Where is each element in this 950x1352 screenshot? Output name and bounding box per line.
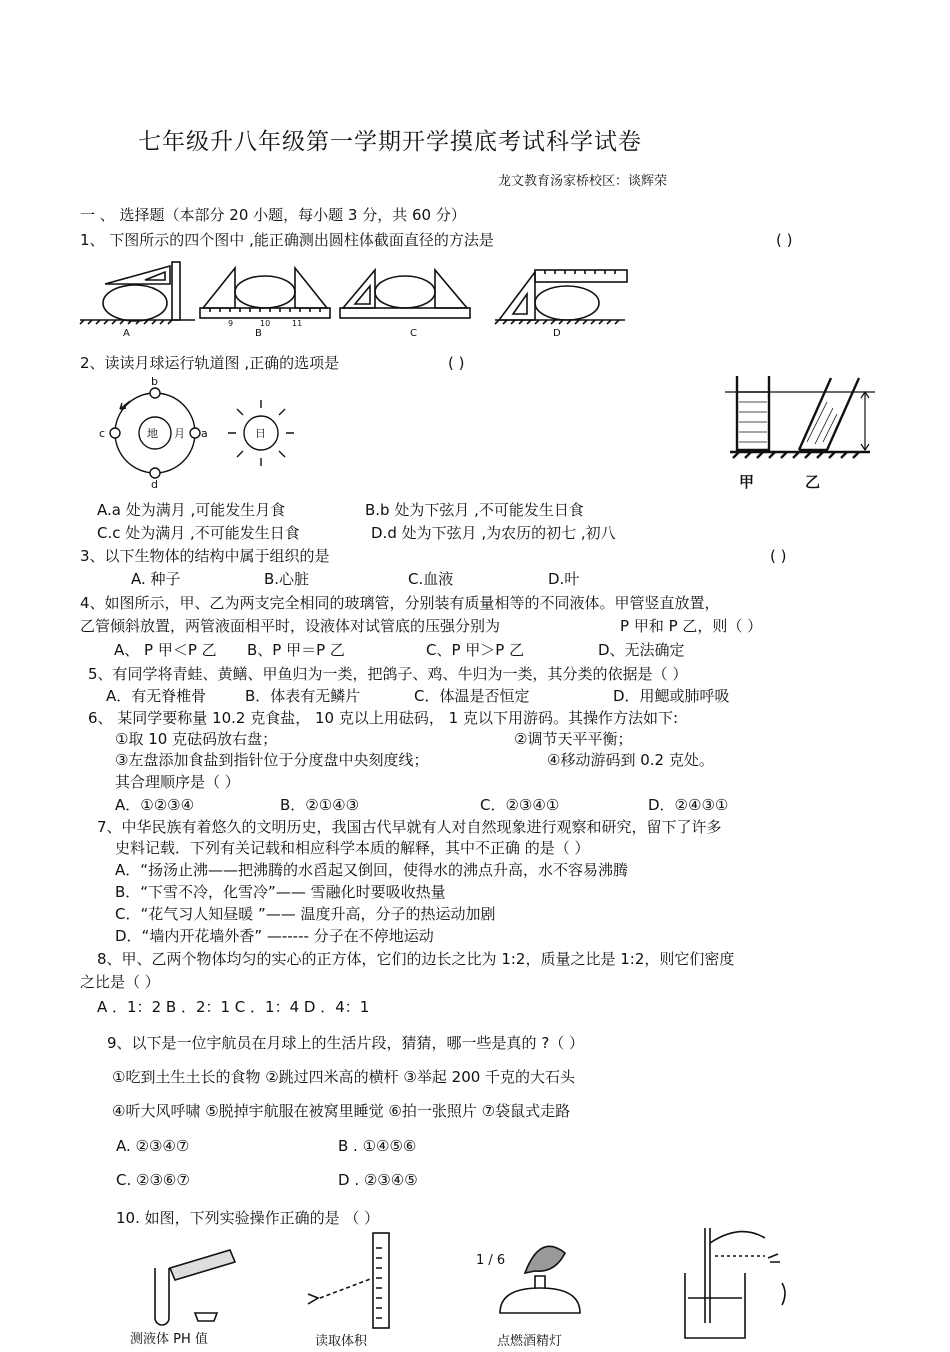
- q1-figure: [75, 258, 635, 338]
- q6-step2: ②调节天平平衡；: [514, 730, 633, 748]
- ruler-tick-9: 9: [228, 319, 234, 328]
- fig-c: [340, 270, 470, 318]
- q6-stem: 6、 某同学要称量 10.2 克食盐， 10 克以上用砝码， 1 克以下用游码。其操作方法如下:: [88, 709, 679, 727]
- q10-caption-3: 点燃酒精灯: [497, 1334, 563, 1349]
- q9-option-a: A. ②③④⑦: [116, 1137, 190, 1155]
- q4-option-d: D、无法确定: [598, 641, 685, 659]
- q1-paren: ( ): [776, 231, 793, 249]
- label-a: a: [201, 427, 208, 440]
- fig-label-b: B: [255, 328, 262, 339]
- q2-option-c: C.c 处为满月 ,不可能发生日食: [97, 524, 300, 542]
- q2-paren: ( ): [448, 354, 465, 372]
- fig-label-d: D: [553, 328, 561, 339]
- q4-line2b: P 甲和 P 乙，则（ ）: [620, 617, 763, 635]
- q5-option-d: D．用鳃或肺呼吸: [613, 687, 730, 705]
- q3-option-a: A. 种子: [131, 570, 181, 588]
- q6-step4: ④移动游码到 0.2 克处。: [547, 751, 714, 769]
- q1-stem: 1、 下图所示的四个图中 ,能正确测出圆柱体截面直径的方法是: [80, 231, 494, 249]
- label-earth: 地: [147, 427, 158, 440]
- q2-stem: 2、读读月球运行轨道图 ,正确的选项是: [80, 354, 340, 372]
- q4-option-b: B、P 甲＝P 乙: [247, 641, 345, 659]
- fig-d: [495, 270, 627, 324]
- q6-option-d: D．②④③①: [648, 796, 729, 814]
- q6-option-b: B．②①④③: [280, 796, 360, 814]
- q4-line1: 4、如图所示，甲、乙为两支完全相同的玻璃管，分别装有质量相等的不同液体。甲管竖直放置，: [80, 594, 720, 612]
- q6-option-c: C．②③④①: [480, 796, 560, 814]
- q8-line2: 之比是（ ）: [80, 973, 160, 991]
- q3-option-d: D.叶: [548, 570, 580, 588]
- q7-option-b: B．“下雪不冷，化雪冷”—— 雪融化时要吸收热量: [115, 883, 446, 901]
- q7-option-a: A．“扬汤止沸——把沸腾的水舀起又倒回，使得水的沸点升高，水不容易沸腾: [115, 861, 629, 879]
- q4-option-c: C、P 甲＞P 乙: [426, 641, 525, 659]
- q9-stem: 9、以下是一位宇航员在月球上的生活片段，猜猜，哪一些是真的 ?（ ）: [107, 1034, 585, 1052]
- q5-stem: 5、有同学将青蛙、黄鳝、甲鱼归为一类，把鸽子、鸡、牛归为一类，其分类的依据是（ ）: [88, 665, 688, 683]
- q4-option-a: A、 P 甲＜P 乙: [114, 641, 217, 659]
- label-sun: 日: [255, 427, 266, 440]
- ruler-tick-11: 11: [292, 319, 303, 328]
- q9-option-c: C. ②③⑥⑦: [116, 1171, 190, 1189]
- q3-option-b: B.心脏: [264, 570, 310, 588]
- q6-step3: ③左盘添加食盐到指针位于分度盘中央刻度线；: [115, 751, 429, 769]
- q3-option-c: C.血液: [408, 570, 454, 588]
- q9-option-d: D . ②③④⑤: [338, 1171, 418, 1189]
- q9-option-b: B . ①④⑤⑥: [338, 1137, 417, 1155]
- label-yi: 乙: [805, 473, 821, 491]
- label-jia: 甲: [739, 473, 755, 491]
- q10-caption-2: 读取体积: [315, 1334, 368, 1349]
- q8-line1: 8、甲、乙两个物体均匀的实心的正方体，它们的边长之比为 1:2，质量之比是 1:2，则它们密度: [97, 950, 735, 968]
- q8-options: A ．1：2 B ．2：1 C ．1：4 D ．4：1: [97, 998, 370, 1016]
- q7-option-d: D．“墙内开花墙外香” —----- 分子在不停地运动: [115, 927, 434, 945]
- page-number: 1 / 6: [476, 1253, 506, 1268]
- q10-caption-1: 测液体 PH 值: [130, 1332, 208, 1347]
- label-d: d: [151, 478, 158, 491]
- ruler-tick-10: 10: [260, 319, 271, 328]
- author-line: 龙文教育汤家桥校区：谈辉荣: [498, 174, 668, 189]
- q4-line2: 乙管倾斜放置，两管液面相平时，设液体对试管底的压强分别为: [80, 617, 501, 635]
- moon-orbit-figure: [95, 375, 285, 490]
- q2-option-a: A.a 处为满月 ,可能发生月食: [97, 501, 286, 519]
- section-heading: 一 、 选择题（本部分 20 小题，每小题 3 分，共 60 分）: [80, 206, 466, 224]
- q5-option-c: C．体温是否恒定: [414, 687, 530, 705]
- label-b: b: [151, 375, 158, 388]
- label-c: c: [99, 427, 106, 440]
- tubes-figure: [725, 372, 885, 492]
- q7-line1: 7、中华民族有着悠久的文明历史，我国古代早就有人对自然现象进行观察和研究，留下了许多: [97, 818, 722, 836]
- fig-label-a: A: [123, 328, 130, 339]
- q5-option-a: A．有无脊椎骨: [106, 687, 207, 705]
- q5-option-b: B．体表有无鳞片: [245, 687, 361, 705]
- q3-stem: 3、以下生物体的结构中属于组织的是: [80, 547, 330, 565]
- page-title: 七年级升八年级第一学期开学摸底考试科学试卷: [138, 129, 642, 155]
- q7-line2: 史料记载．下列有关记载和相应科学本质的解释，其中不正确 的是（ ）: [115, 839, 590, 857]
- label-moon: 月: [174, 427, 185, 440]
- q9-items2: ④听大风呼啸 ⑤脱掉宇航服在被窝里睡觉 ⑥拍一张照片 ⑦袋鼠式走路: [112, 1102, 571, 1120]
- fig-label-c: C: [410, 328, 417, 339]
- q10-figure: [140, 1228, 840, 1343]
- q6-step1: ①取 10 克砝码放右盘；: [115, 730, 278, 748]
- q10-stem: 10. 如图，下列实验操作正确的是 （ ）: [116, 1209, 380, 1227]
- q6-ask: 其合理顺序是（ ）: [115, 773, 240, 791]
- fig-a: [80, 262, 195, 324]
- q9-items1: ①吃到土生土长的食物 ②跳过四米高的横杆 ③举起 200 千克的大石头: [112, 1068, 576, 1086]
- q7-option-c: C．“花气习人知昼暖 ”—— 温度升高，分子的热运动加剧: [115, 905, 496, 923]
- q2-option-d: D.d 处为下弦月 ,为农历的初七 ,初八: [371, 524, 616, 542]
- q6-option-a: A．①②③④: [115, 796, 195, 814]
- q3-paren: ( ): [770, 547, 787, 565]
- q2-option-b: B.b 处为下弦月 ,不可能发生日食: [365, 501, 584, 519]
- fig-b: [200, 268, 330, 318]
